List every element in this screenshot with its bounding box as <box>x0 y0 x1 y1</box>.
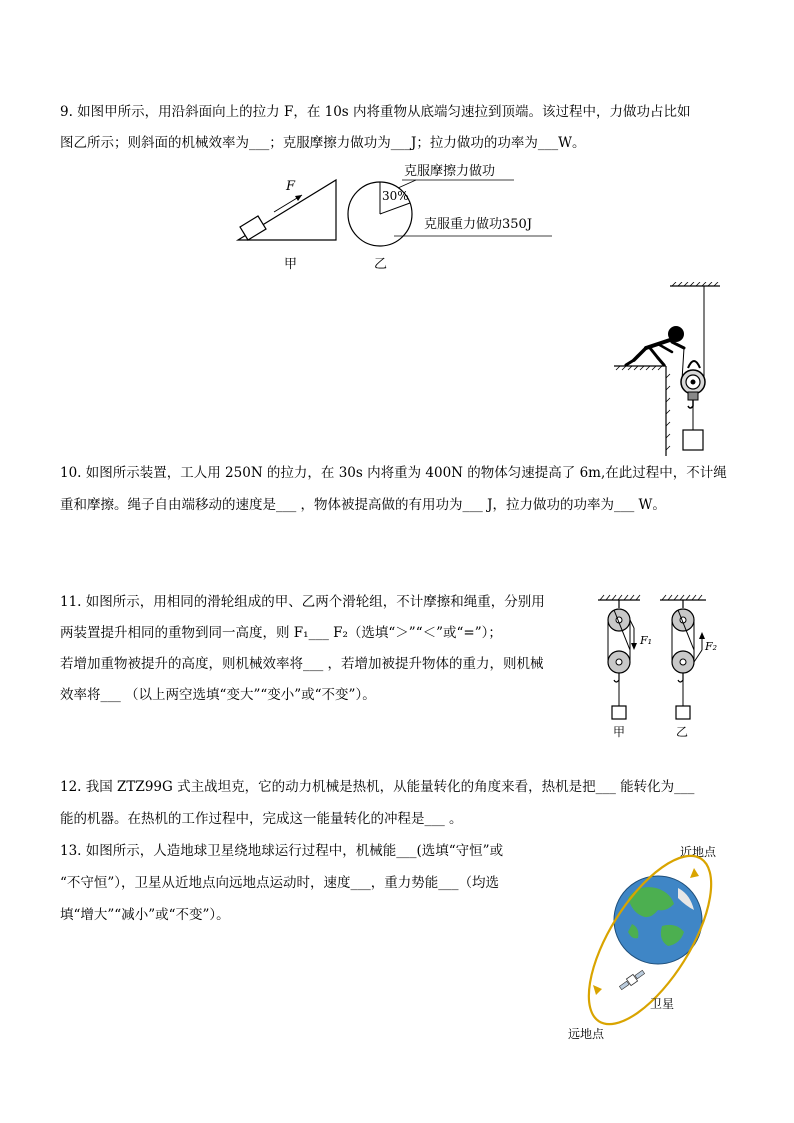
friction-leader <box>398 180 416 188</box>
ceiling-hatch <box>672 282 718 286</box>
q13-line-2: “不守恒”），卫星从近地点向远地点运动时，速度___，重力势能___（均选 <box>60 875 500 891</box>
caption-jia: 甲 <box>284 257 298 272</box>
force-label: F <box>286 179 296 194</box>
q11-line-4: 效率将___ （以上两空选填“变大”“变小”或“不变”）。 <box>60 687 376 703</box>
earth-globe <box>614 876 702 964</box>
pie-label-friction: 克服摩擦力做功 <box>404 164 496 179</box>
q13-line-3: 填“增大”“减小”或“不变”）。 <box>60 907 230 923</box>
pulley-system-yi <box>672 600 705 719</box>
load-box <box>683 430 703 450</box>
perigee-label: 近地点 <box>680 845 717 859</box>
ledge-hatch <box>616 366 670 450</box>
q9-figure-jia <box>232 172 342 272</box>
q10-line-1: 10. 如图所示装置，工人用 250N 的拉力，在 30s 内将重为 400N 的物体匀速提高了 6m,在此过程中，不计绳 <box>60 465 727 481</box>
q11-line-3: 若增加重物被提升的高度，则机械效率将___ ，若增加被提升物体的重力，则机械 <box>60 656 544 672</box>
f2-label: F₂ <box>705 640 718 653</box>
q9-figure-yi-pie <box>344 158 559 272</box>
q13-line-1: 13. 如图所示，人造地球卫星绕地球运行过程中，机械能___(选填“守恒”或 <box>60 843 504 859</box>
q11-line-2: 两装置提升相同的重物到同一高度，则 F₁___ F₂（选填“＞”“＜”或“=”）； <box>60 625 502 641</box>
caption-jia: 甲 <box>613 725 626 739</box>
apogee-label: 远地点 <box>568 1027 605 1041</box>
q9-line-1: 9. 如图甲所示，用沿斜面向上的拉力 F，在 10s 内将重物从底端匀速拉到顶端。该过程中，力做功占比如 <box>60 104 691 120</box>
caption-yi: 乙 <box>374 257 388 272</box>
q12-line-1: 12. 我国 ZTZ99G 式主战坦克，它的动力机械是热机，从能量转化的角度来看，热机是把___ 能转化为___ <box>60 779 695 795</box>
q9-line-2: 图乙所示；则斜面的机械效率为___；克服摩擦力做功为___J；拉力做功的功率为___W。 <box>60 135 586 151</box>
pulley-system-jia <box>608 600 637 719</box>
satellite-label: 卫星 <box>650 997 675 1011</box>
caption-yi: 乙 <box>676 725 689 739</box>
f1-label: F₁ <box>640 634 653 647</box>
q11-line-1: 11. 如图所示，用相同的滑轮组成的甲、乙两个滑轮组，不计摩擦和绳重，分别用 <box>60 594 545 610</box>
worker-figure <box>626 326 684 365</box>
q12-line-2: 能的机器。在热机的工作过程中，完成这一能量转化的冲程是___ 。 <box>60 811 463 827</box>
q13-figure-satellite-orbit <box>566 840 741 1045</box>
satellite-icon <box>618 969 646 992</box>
q10-figure-worker-pulley <box>612 282 727 460</box>
q11-figure-pulley-systems <box>594 590 724 740</box>
pie-percent-label: 30% <box>382 189 409 203</box>
q10-line-2: 重和摩擦。绳子自由端移动的速度是___ ，物体被提高做的有用功为___ J，拉力做功的功率为___ W。 <box>60 497 666 513</box>
movable-pulley <box>681 361 705 408</box>
pie-label-gravity: 克服重力做功350J <box>424 217 533 232</box>
